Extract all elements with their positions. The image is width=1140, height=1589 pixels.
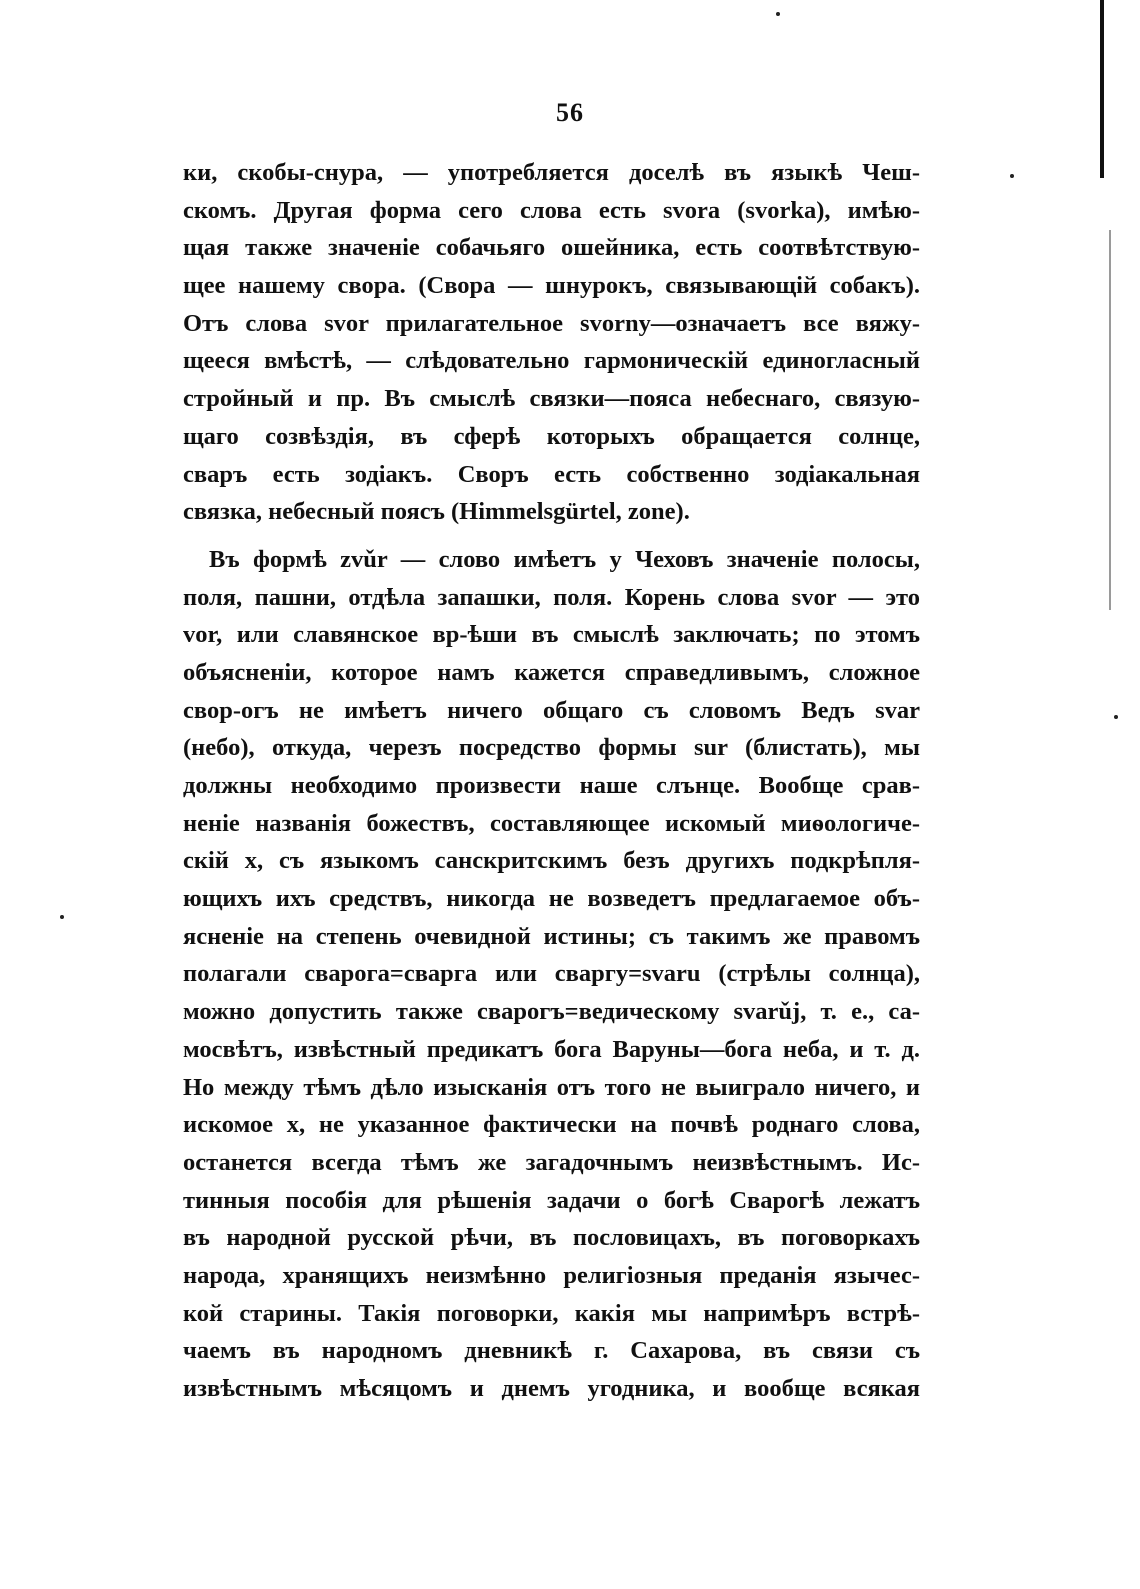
text-line: скій x, съ языкомъ санскритскимъ безъ другихъ подкрѣпля-	[183, 847, 920, 875]
paragraph-2	[183, 541, 920, 1408]
text-line: останется всегда тѣмъ же загадочнымъ неизвѣстнымъ. Ис-	[183, 1148, 920, 1176]
text-line: можно допустить также сварогъ=ведическому svarǔj, т. е., са-	[183, 998, 920, 1026]
text-line: щаго созвѣздія, въ сферѣ которыхъ обращается солнце,	[183, 422, 920, 450]
text-line: свор-огъ не имѣетъ ничего общаго съ словомъ Ведъ svar	[183, 696, 920, 724]
text-line: искомое x, не указанное фактически на почвѣ роднаго слова,	[183, 1111, 920, 1139]
scan-speck	[60, 915, 64, 919]
text-line: сваръ есть зодіакъ. Своръ есть собственно зодіакальная	[183, 460, 920, 488]
text-line: стройный и пр. Въ смыслѣ связки—пояса небеснаго, связую-	[183, 385, 920, 413]
text-line: ясненіе на степень очевидной истины; съ такимъ же правомъ	[183, 922, 920, 950]
text-line: щее нашему свора. (Свора — шнурокъ, связывающій собакъ).	[183, 272, 920, 300]
text-line: vor, или славянское вр-ѣши въ смыслѣ заключать; по этомъ	[183, 621, 920, 649]
text-line: ющихъ ихъ средствъ, никогда не возведетъ предлагаемое объ-	[183, 885, 920, 913]
text-line: Отъ слова svor прилагательное svorny—означаетъ все вяжу-	[183, 309, 920, 337]
text-line: ки, скобы-снура, — употребляется доселѣ въ языкѣ Чеш-	[183, 159, 920, 186]
text-line: мосвѣтъ, извѣстный предикатъ бога Варуны—бога неба, и т. д.	[183, 1035, 920, 1063]
page-edge-rule	[1100, 0, 1104, 178]
scan-speck	[776, 12, 780, 16]
text-line: извѣстнымъ мѣсяцомъ и днемъ угодника, и вообще всякая	[183, 1375, 920, 1402]
text-line: Но между тѣмъ дѣло изысканія отъ того не выиграло ничего, и	[183, 1073, 920, 1101]
text-line: полагали сварога=сварга или сваргу=svaru (стрѣлы солнца),	[183, 960, 920, 988]
scan-speck	[1010, 174, 1014, 178]
text-line: объясненіи, которое намъ кажется справедливымъ, сложное	[183, 658, 920, 686]
text-line: неніе названія божествъ, составляющее искомый миѳологиче-	[183, 809, 920, 837]
text-line: поля, пашни, отдѣла запашки, поля. Корень слова svor — это	[183, 583, 920, 611]
text-line: щая также значеніе собачьяго ошейника, есть соотвѣтствую-	[183, 234, 920, 262]
page-edge-shadow	[1109, 230, 1111, 610]
text-line: щееся вмѣстѣ, — слѣдовательно гармоническій единогласный	[183, 347, 920, 375]
text-line: должны необходимо произвести наше слънце. Вообще срав-	[183, 772, 920, 799]
text-line: скомъ. Другая форма сего слова есть svora (svorka), имѣю-	[183, 196, 920, 224]
paragraph-gap	[183, 531, 920, 541]
text-line: (небо), откуда, черезъ посредство формы sur (блистать), мы	[183, 734, 920, 762]
text-line: чаемъ въ народномъ дневникѣ г. Сахарова, въ связи съ	[183, 1337, 920, 1365]
paragraph-1	[183, 154, 920, 531]
text-line: Въ формѣ zvǔr — слово имѣетъ у Чеховъ значеніе полосы,	[209, 545, 920, 573]
text-line: связка, небесный поясъ (Himmelsgürtel, zone).	[183, 498, 690, 526]
text-line: въ народной русской рѣчи, въ пословицахъ, въ поговоркахъ	[183, 1224, 920, 1252]
page-number: 56	[556, 98, 584, 127]
text-line: тинныя пособія для рѣшенія задачи о богѣ Сварогѣ лежатъ	[183, 1186, 920, 1214]
text-line: народа, хранящихъ неизмѣнно религіозныя преданія язычес-	[183, 1261, 920, 1289]
page-body	[183, 154, 920, 1408]
text-line: кой старины. Такія поговорки, какія мы напримѣръ встрѣ-	[183, 1299, 920, 1327]
scan-speck	[1114, 715, 1118, 719]
